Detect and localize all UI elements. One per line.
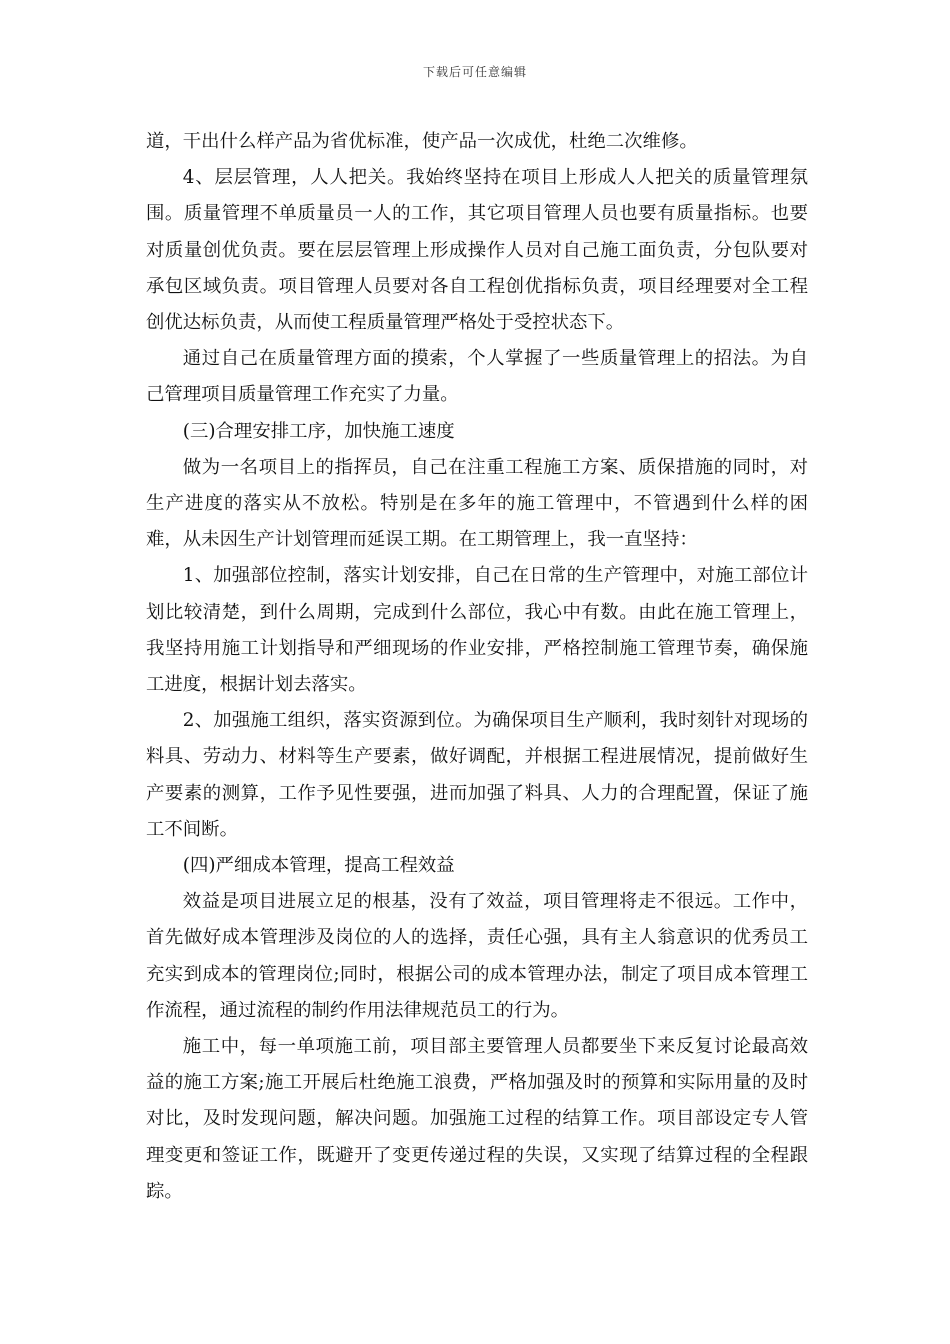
paragraph-1: 道，干出什么样产品为省优标准，使产品一次成优，杜绝二次维修。 (146, 131, 698, 152)
paragraph-5: 做为一名项目上的指挥员，自己在注重工程施工方案、质保措施的同时，对生产进度的落实从不放松。特别是在多年的施工管理中，不管遇到什么样的困难，从未因生产计划管理而延误工期。在工期管理上，我一直坚持： (146, 456, 808, 551)
paragraph-9: 效益是项目进展立足的根基，没有了效益，项目管理将走不很远。工作中，首先做好成本管理涉及岗位的人的选择，责任心强，具有主人翁意识的优秀员工充实到成本的管理岗位;同时，根据公司的成本管理办法，制定了项目成本管理工作流程，通过流程的制约作用法律规范员工的行为。 (146, 891, 808, 1021)
section-heading-3: (三)合理安排工序，加快施工速度 (182, 420, 455, 442)
section-heading-4: (四)严细成本管理，提高工程效益 (182, 855, 455, 877)
page-header: 下载后可任意编辑 (422, 65, 527, 79)
paragraph-2: 4、层层管理，人人把关。我始终坚持在项目上形成人人把关的质量管理氛围。质量管理不单质量员一人的工作，其它项目管理人员也要有质量指标。也要对质量创优负责。要在层层管理上形成操作人员对自己施工面负责，分包队要对承包区域负责。项目管理人员要对各自工程创优指标负责，项目经理要对全工程创优达标负责，从而使工程质量管理严格处于受控状态下。 (146, 167, 808, 334)
document-body (146, 124, 808, 1210)
paragraph-10: 施工中，每一单项施工前，项目部主要管理人员都要坐下来反复讨论最高效益的施工方案;施工开展后杜绝施工浪费，严格加强及时的预算和实际用量的及时对比，及时发现问题，解决问题。加强施工过程的结算工作。项目部设定专人管理变更和签证工作，既避开了变更传递过程的失误，又实现了结算过程的全程跟踪。 (146, 1036, 808, 1202)
paragraph-7: 2、加强施工组织，落实资源到位。为确保项目生产顺利，我时刻针对现场的料具、劳动力、材料等生产要素，做好调配，并根据工程进展情况，提前做好生产要素的测算，工作予见性要强，进而加强了料具、人力的合理配置，保证了施工不间断。 (146, 710, 808, 840)
paragraph-3: 通过自己在质量管理方面的摸索，个人掌握了一些质量管理上的招法。为自己管理项目质量管理工作充实了力量。 (146, 348, 808, 406)
paragraph-6: 1、加强部位控制，落实计划安排，自己在日常的生产管理中，对施工部位计划比较清楚，到什么周期，完成到什么部位，我心中有数。由此在施工管理上，我坚持用施工计划指导和严细现场的作业安排，严格控制施工管理节奏，确保施工进度，根据计划去落实。 (146, 565, 808, 696)
